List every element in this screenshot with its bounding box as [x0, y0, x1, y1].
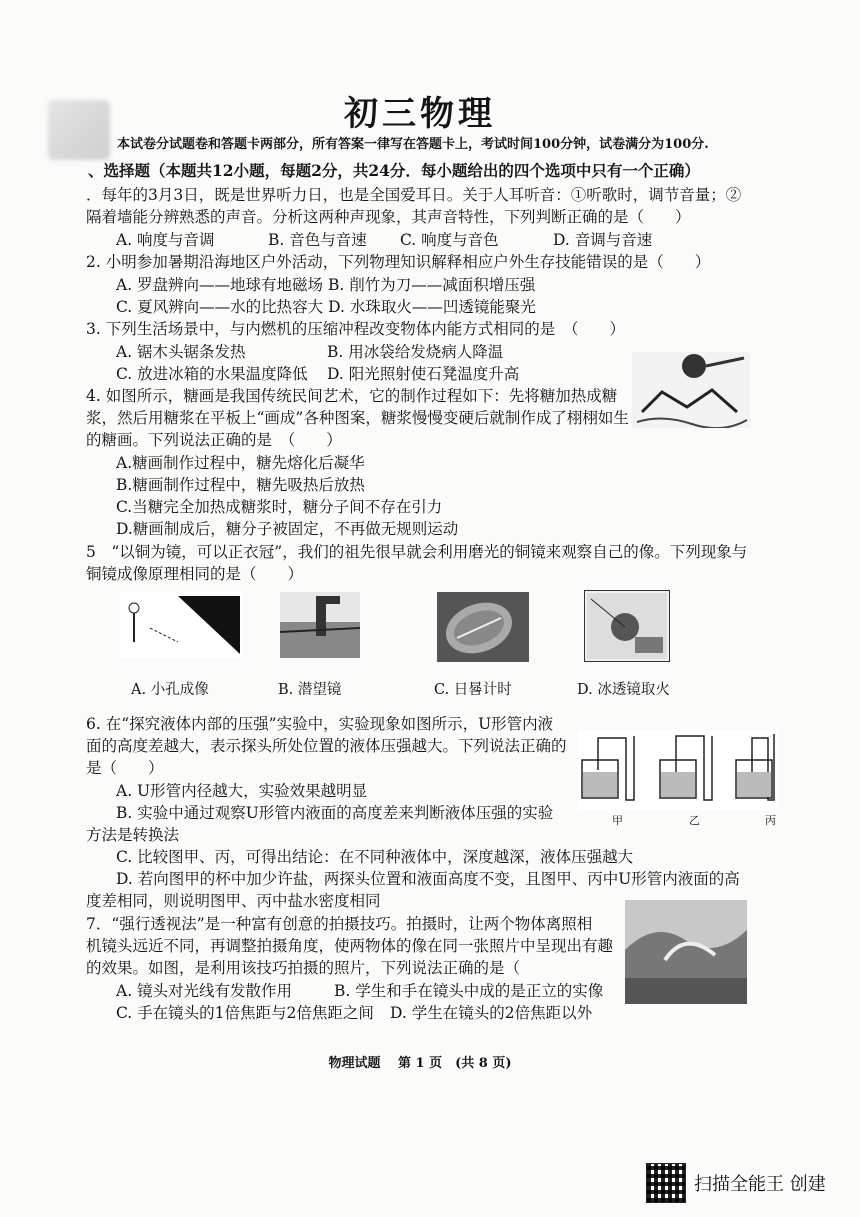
- q7-stem: 7．“强行透视法”是一种富有创意的拍摄技巧。拍摄时，让两个物体离照相: [86, 915, 593, 933]
- q7-option-a: A. 镜头对光线有发散作用: [116, 982, 293, 1000]
- q6-stem: 6. 在“探究液体内部的压强”实验中，实验现象如图所示，U形管内液: [86, 715, 554, 733]
- perspective-photo-figure: [625, 900, 747, 1004]
- q6-option-a: A. U形管内径越大，实验效果越明显: [116, 782, 368, 800]
- q5-stem: 铜镜成像原理相同的是（ ）: [86, 565, 304, 583]
- q7-option-b: B. 学生和手在镜头中成的是正立的实像: [334, 982, 604, 1000]
- q1-option-d: D. 音调与音速: [553, 231, 653, 249]
- q1-option-b: B. 音色与音速: [268, 231, 367, 249]
- label-jia: 甲: [612, 814, 623, 827]
- u-tube-figure: [578, 730, 778, 810]
- q4-option-b: B.糖画制作过程中，糖先吸热后放热: [116, 476, 365, 494]
- q1-stem: 隔着墙能分辨熟悉的声音。分析这两种声现象，其声音特性，下列判断正确的是（ ）: [86, 208, 691, 226]
- section-heading: 、选择题（本题共12小题，每题2分，共24分．每小题给出的四个选项中只有一个正确）: [88, 161, 700, 180]
- scanner-label: 扫描全能王 创建: [694, 1174, 826, 1195]
- q4-option-a: A.糖画制作过程中，糖先熔化后凝华: [116, 454, 365, 472]
- sundial-figure: [437, 592, 529, 662]
- q3-stem: 3. 下列生活场景中，与内燃机的压缩冲程改变物体内能方式相同的是 （ ）: [86, 320, 625, 338]
- page-title: 初三物理: [344, 94, 496, 134]
- periscope-figure: [280, 592, 360, 658]
- q3-option-d: D. 阳光照射使石凳温度升高: [327, 365, 520, 383]
- q6-stem: 是（ ）: [86, 759, 164, 777]
- q7-option-d: D. 学生在镜头的2倍焦距以外: [390, 1004, 593, 1022]
- exam-note: 本试卷分试题卷和答题卡两部分，所有答案一律写在答题卡上，考试时间100分钟，试卷满分为100分.: [117, 137, 709, 152]
- q5-stem: 5 “以铜为镜，可以正衣冠”，我们的祖先很早就会利用磨光的铜镜来观察自己的像。下列现象与: [86, 543, 748, 561]
- label-yi: 乙: [689, 814, 700, 827]
- q6-option-d: D. 若向图甲的杯中加少许盐，两探头位置和液面高度不变，且图甲、丙中U形管内液面的高: [116, 870, 740, 888]
- q5-option-a: A. 小孔成像: [131, 682, 209, 698]
- q6-option-c: C. 比较图甲、丙，可得出结论：在不同种液体中，深度越深，液体压强越大: [116, 848, 634, 866]
- page-footer: 物理试题 第 1 页 (共 8 页): [328, 1056, 512, 1071]
- q1-stem: ．每年的3月3日，既是世界听力日，也是全国爱耳日。关于人耳听音：①听歌时，调节音量；②: [86, 186, 742, 204]
- q5-option-c: C. 日晷计时: [434, 682, 512, 698]
- q4-stem: 的糖画。下列说法正确的是 （ ）: [86, 431, 342, 449]
- q4-stem: 4. 如图所示，糖画是我国传统民间艺术，它的制作过程如下：先将糖加热成糖: [86, 387, 618, 405]
- q6-option-b: B. 实验中通过观察U形管内液面的高度差来判断液体压强的实验: [116, 804, 554, 822]
- q4-option-c: C.当糖完全加热成糖浆时，糖分子间不存在引力: [116, 498, 443, 516]
- q7-stem: 机镜头远近不同，再调整拍摄角度，使两物体的像在同一张照片中呈现出有趣: [86, 937, 614, 955]
- q3-option-b: B. 用冰袋给发烧病人降温: [327, 343, 504, 361]
- q7-option-c: C. 手在镜头的1倍焦距与2倍焦距之间: [116, 1004, 374, 1022]
- q1-option-a: A. 响度与音调: [116, 231, 215, 249]
- q7-stem: 的效果。如图，是利用该技巧拍摄的照片，下列说法正确的是（: [86, 959, 521, 977]
- q2-stem: 2. 小明参加暑期沿海地区户外活动，下列物理知识解释相应户外生存技能错误的是（ ）: [86, 253, 711, 271]
- q1-option-c: C. 响度与音色: [400, 231, 499, 249]
- q3-option-c: C. 放进冰箱的水果温度降低: [116, 365, 308, 383]
- q2-options-cd: C. 夏风辨向——水的比热容大 D. 水珠取火——凹透镜能聚光: [116, 298, 536, 316]
- q4-stem: 浆，然后用糖浆在平板上“画成”各种图案，糖浆慢慢变硬后就制作成了栩栩如生: [86, 409, 629, 427]
- pinhole-figure: [120, 592, 242, 658]
- q6-option-b-cont: 方法是转换法: [86, 826, 180, 844]
- q6-stem: 面的高度差越大，表示探头所处位置的液体压强越大。下列说法正确的: [86, 737, 567, 755]
- sugar-painting-figure: [632, 352, 750, 428]
- q5-option-b: B. 潜望镜: [278, 682, 342, 698]
- label-bing: 丙: [765, 814, 776, 827]
- q2-options-ab: A. 罗盘辨向——地球有地磁场 B. 削竹为刀——减面积增压强: [116, 276, 536, 294]
- ice-lens-figure: [584, 590, 670, 662]
- scanner-watermark: [646, 1163, 826, 1203]
- q3-option-a: A. 锯木头锯条发热: [116, 343, 246, 361]
- qr-code-icon: [646, 1163, 686, 1203]
- q4-option-d: D.糖画制成后，糖分子被固定，不再做无规则运动: [116, 520, 459, 538]
- q5-option-d: D. 冰透镜取火: [577, 682, 670, 698]
- q6-option-d-cont: 度差相同，则说明图甲、丙中盐水密度相同: [86, 892, 381, 910]
